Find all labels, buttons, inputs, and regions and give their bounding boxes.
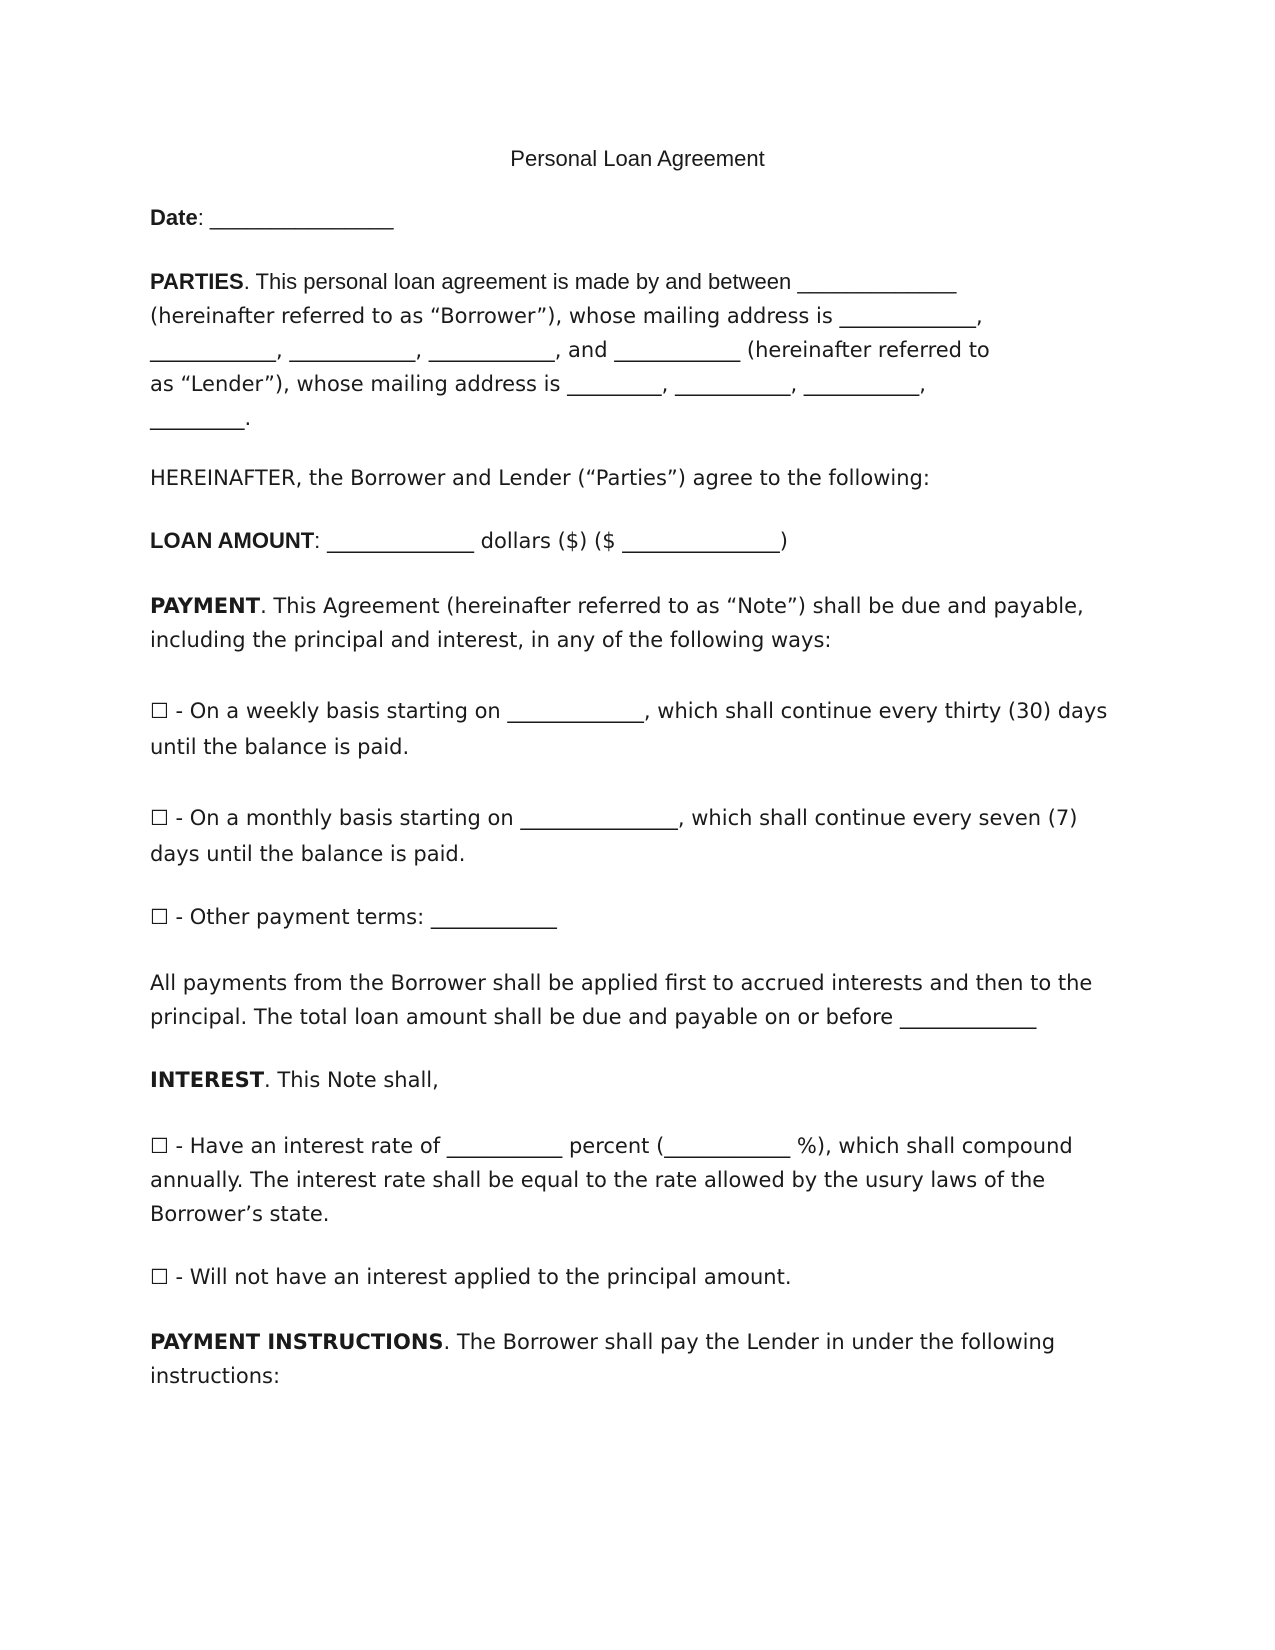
loan-amount-colon: :: [314, 528, 321, 553]
other-checkbox[interactable]: ☐: [150, 905, 169, 929]
interest-option-rate-line-2: annually. The interest rate shall be equal to the rate allowed by the usury laws of the: [150, 1168, 1046, 1192]
interest-text: . This Note shall,: [264, 1068, 439, 1092]
payment-section: [150, 589, 1084, 657]
payment-instructions-label: PAYMENT INSTRUCTIONS: [150, 1330, 444, 1354]
interest-option-rate-line-1: [150, 1129, 1073, 1163]
interest-label: INTEREST: [150, 1068, 265, 1092]
parties-line-1: [150, 265, 990, 299]
application-line-2: principal. The total loan amount shall be due and payable on or before _____________: [150, 1005, 1037, 1029]
payment-option-weekly-line-2: until the balance is paid.: [150, 735, 410, 759]
date-line: [150, 201, 393, 235]
no-interest-checkbox[interactable]: ☐: [150, 1265, 169, 1289]
no-interest-text: - Will not have an interest applied to the principal amount.: [168, 1265, 792, 1289]
weekly-text-1: - On a weekly basis starting on _____________, which shall continue every thirty (30) days: [168, 699, 1108, 723]
payment-instructions-text-1: . The Borrower shall pay the Lender in under the following: [443, 1330, 1056, 1354]
date-field: : _______________: [197, 205, 394, 230]
parties-line-3: ____________, ____________, ____________, and ____________ (hereinafter referred to: [150, 338, 990, 362]
interest-option-rate-line-3: Borrower’s state.: [150, 1202, 330, 1226]
payment-line-1: [150, 589, 1084, 623]
document-title: Personal Loan Agreement: [510, 146, 765, 171]
parties-section: [150, 265, 990, 435]
payment-text-1: . This Agreement (hereinafter referred to as “Note”) shall be due and payable,: [260, 594, 1084, 618]
other-text: - Other payment terms: ____________: [168, 905, 557, 929]
payment-option-weekly: [150, 693, 1107, 765]
payment-instructions-line-2: instructions:: [150, 1364, 281, 1388]
monthly-text-1: - On a monthly basis starting on _______________, which shall continue every seven (7): [168, 806, 1078, 830]
payment-line-2: including the principal and interest, in any of the following ways:: [150, 628, 832, 652]
loan-amount-field: ______________ dollars ($) ($ _______________): [320, 529, 788, 553]
loan-amount-label: LOAN AMOUNT: [150, 528, 315, 553]
interest-option-rate: [150, 1129, 1073, 1231]
application-paragraph: [150, 966, 1092, 1034]
loan-amount-line: [150, 524, 788, 558]
interest-option-none: [150, 1260, 792, 1294]
payment-option-monthly-line-1: [150, 800, 1078, 836]
monthly-checkbox[interactable]: ☐: [150, 806, 169, 830]
payment-instructions-line-1: [150, 1325, 1055, 1359]
parties-line-2: (hereinafter referred to as “Borrower”), whose mailing address is _____________,: [150, 304, 983, 328]
payment-option-other: [150, 900, 557, 934]
payment-option-monthly: [150, 800, 1078, 872]
parties-line-5: _________.: [150, 406, 252, 430]
parties-line-4: as “Lender”), whose mailing address is _________, ___________, ___________,: [150, 372, 926, 396]
interest-rate-checkbox[interactable]: ☐: [150, 1134, 169, 1158]
payment-instructions-section: [150, 1325, 1055, 1393]
payment-label: PAYMENT: [150, 594, 261, 618]
application-line-1: All payments from the Borrower shall be applied first to accrued interests and then to the: [150, 971, 1093, 995]
payment-option-monthly-line-2: days until the balance is paid.: [150, 842, 466, 866]
parties-text-1: . This personal loan agreement is made by and between _____________: [243, 269, 957, 294]
interest-line: [150, 1063, 439, 1097]
parties-label: PARTIES: [150, 269, 244, 294]
hereinafter-paragraph: HEREINAFTER, the Borrower and Lender (“Parties”) agree to the following:: [150, 466, 930, 490]
date-label: Date: [150, 205, 198, 230]
interest-rate-text-1: - Have an interest rate of ___________ percent (____________ %), which shall compound: [168, 1134, 1073, 1158]
weekly-checkbox[interactable]: ☐: [150, 699, 169, 723]
payment-option-weekly-line-1: [150, 693, 1107, 729]
